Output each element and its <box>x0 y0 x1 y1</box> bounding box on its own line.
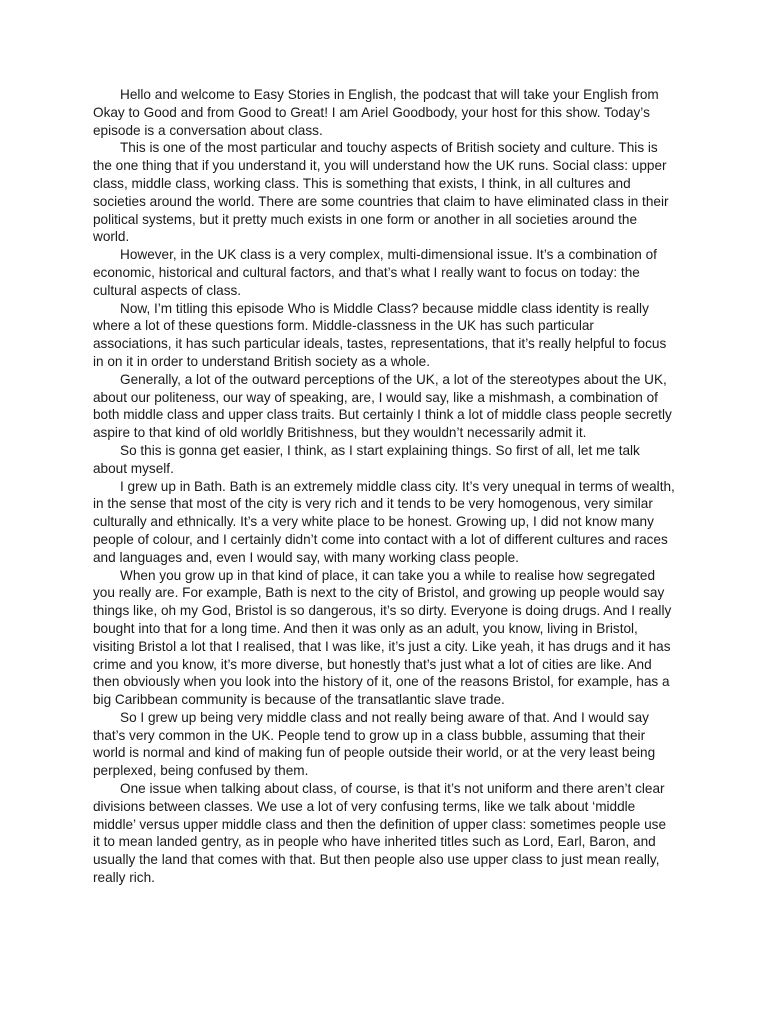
document-page <box>93 86 676 887</box>
paragraph-9: So I grew up being very middle class and not really being aware of that. And I would say that’s very common in the UK. People tend to grow up in a class bubble, assuming that their world is normal and kind of making fun of people outside their world, or at the very least being perplexed, being confused by them. <box>93 709 656 779</box>
paragraph-6: So this is gonna get easier, I think, as I start explaining things. So first of all, let me talk about myself. <box>93 442 640 476</box>
paragraph-3: However, in the UK class is a very complex, multi-dimensional issue. It’s a combination of economic, historical and cultural factors, and that’s what I really want to focus on today: the cultural aspects of class. <box>93 247 657 298</box>
paragraph-4: Now, I’m titling this episode Who is Middle Class? because middle class identity is really where a lot of these questions form. Middle-classness in the UK has such particular associations, it has such particular ideals, tastes, representations, that it’s really helpful to focus in on it in order to understand British society as a whole. <box>93 300 667 369</box>
paragraph-8: When you grow up in that kind of place, it can take you a while to realise how segregated you really are. For example, Bath is next to the city of Bristol, and growing up people would say things like, oh my God, Bristol is so dangerous, it’s so dirty. Everyone is doing drugs. And I really bought into that for a long time. And then it was only as an adult, you know, living in Bristol, visiting Bristol a lot that I realised, that I was like, it’s just a city. Like yeah, it has drugs and it has crime and you know, it’s more diverse, but honestly that’s just what a lot of cities are like. And then obviously when you look into the history of it, one of the reasons Bristol, for example, has a big Caribbean community is because of the transatlantic slave trade. <box>93 567 672 708</box>
paragraph-10: One issue when talking about class, of course, is that it’s not uniform and there aren’t clear divisions between classes. We use a lot of very confusing terms, like we talk about ‘middle middle’ versus upper middle class and then the definition of upper class: sometimes people use it to mean landed gentry, as in people who have inherited titles such as Lord, Earl, Baron, and usually the land that comes with that. But then people also use upper class to just mean really, really rich. <box>93 781 667 886</box>
paragraph-7: I grew up in Bath. Bath is an extremely middle class city. It’s very unequal in terms of wealth, in the sense that most of the city is very rich and it tends to be very homogenous, very similar culturally and ethnically. It’s a very white place to be honest. Growing up, I did not know many people of colour, and I certainly didn’t come into contact with a lot of different cultures and races and languages and, even I would say, with many working class people. <box>93 478 675 565</box>
paragraph-1: Hello and welcome to Easy Stories in English, the podcast that will take your English from Okay to Good and from Good to Great! I am Ariel Goodbody, your host for this show. Today’s episode is a conversation about class. <box>93 87 659 138</box>
paragraph-5: Generally, a lot of the outward perceptions of the UK, a lot of the stereotypes about the UK, about our politeness, our way of speaking, are, I would say, like a mishmash, a combination of both middle class and upper class traits. But certainly I think a lot of middle class people secretly aspire to that kind of old worldly Britishness, but they wouldn’t necessarily admit it. <box>93 371 672 441</box>
paragraph-2: This is one of the most particular and touchy aspects of British society and culture. This is the one thing that if you understand it, you will understand how the UK runs. Social class: upper class, middle class, working class. This is something that exists, I think, in all cultures and societies around the world. There are some countries that claim to have eliminated class in their political systems, but it pretty much exists in one form or another in all societies around the world. <box>93 140 669 245</box>
